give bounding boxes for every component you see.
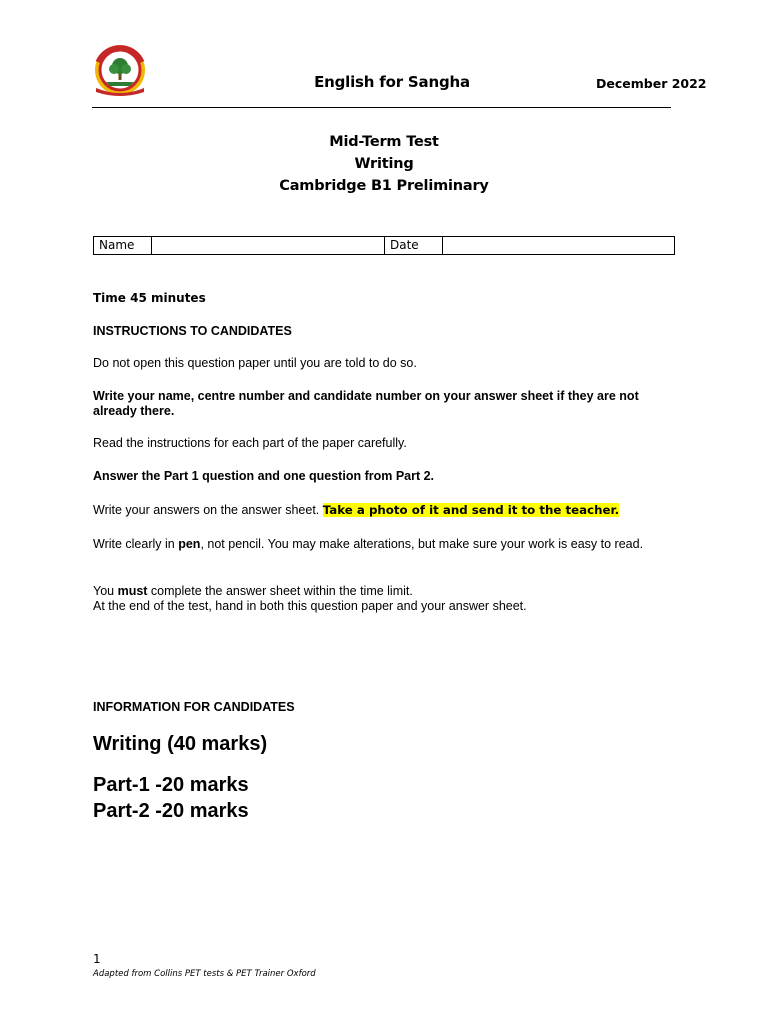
instruction-do-not-open: Do not open this question paper until you are told to do so. xyxy=(93,356,417,370)
test-level: Cambridge B1 Preliminary xyxy=(279,178,489,194)
test-subject: Writing xyxy=(354,156,414,172)
emphasis-must: must xyxy=(117,584,148,598)
instruction-answer-parts: Answer the Part 1 question and one question from Part 2. xyxy=(93,469,435,483)
footer-source-note: Adapted from Collins PET tests & PET Trainer Oxford xyxy=(93,969,316,979)
course-title: English for Sangha xyxy=(314,73,470,91)
header-date: December 2022 xyxy=(596,76,707,91)
instruction-read-carefully: Read the instructions for each part of the paper carefully. xyxy=(93,436,407,450)
date-label: Date xyxy=(385,237,443,254)
date-field[interactable] xyxy=(443,237,674,254)
information-heading: INFORMATION FOR CANDIDATES xyxy=(93,700,295,714)
instruction-hand-in: At the end of the test, hand in both this question paper and your answer sheet. xyxy=(93,599,527,613)
instructions-heading: INSTRUCTIONS TO CANDIDATES xyxy=(93,324,292,338)
name-date-table xyxy=(93,236,675,255)
time-allowed: Time 45 minutes xyxy=(93,291,206,305)
instruction-time-limit: You must complete the answer sheet within the time limit. xyxy=(93,584,413,598)
instruction-write-name: Write your name, centre number and candidate number on your answer sheet if they are not already there. xyxy=(93,389,639,418)
header-rule xyxy=(92,107,671,108)
highlighted-photo-instruction: Take a photo of it and send it to the teacher. xyxy=(322,503,620,517)
name-label: Name xyxy=(94,237,152,254)
part1-marks: Part-1 -20 marks xyxy=(93,774,249,796)
instruction-write-clearly: Write clearly in pen, not pencil. You may make alterations, but make sure your work is easy to read. xyxy=(93,537,644,551)
instruction-answer-sheet xyxy=(93,503,683,518)
writing-marks: Writing (40 marks) xyxy=(93,733,268,755)
name-field[interactable] xyxy=(152,237,385,254)
test-title-block xyxy=(0,131,768,197)
part2-marks: Part-2 -20 marks xyxy=(93,800,249,822)
instruction-answer-sheet-text: Write your answers on the answer sheet. xyxy=(93,503,323,517)
test-title: Mid-Term Test xyxy=(329,134,439,150)
emphasis-pen: pen xyxy=(178,537,201,551)
page-number: 1 xyxy=(93,952,101,966)
